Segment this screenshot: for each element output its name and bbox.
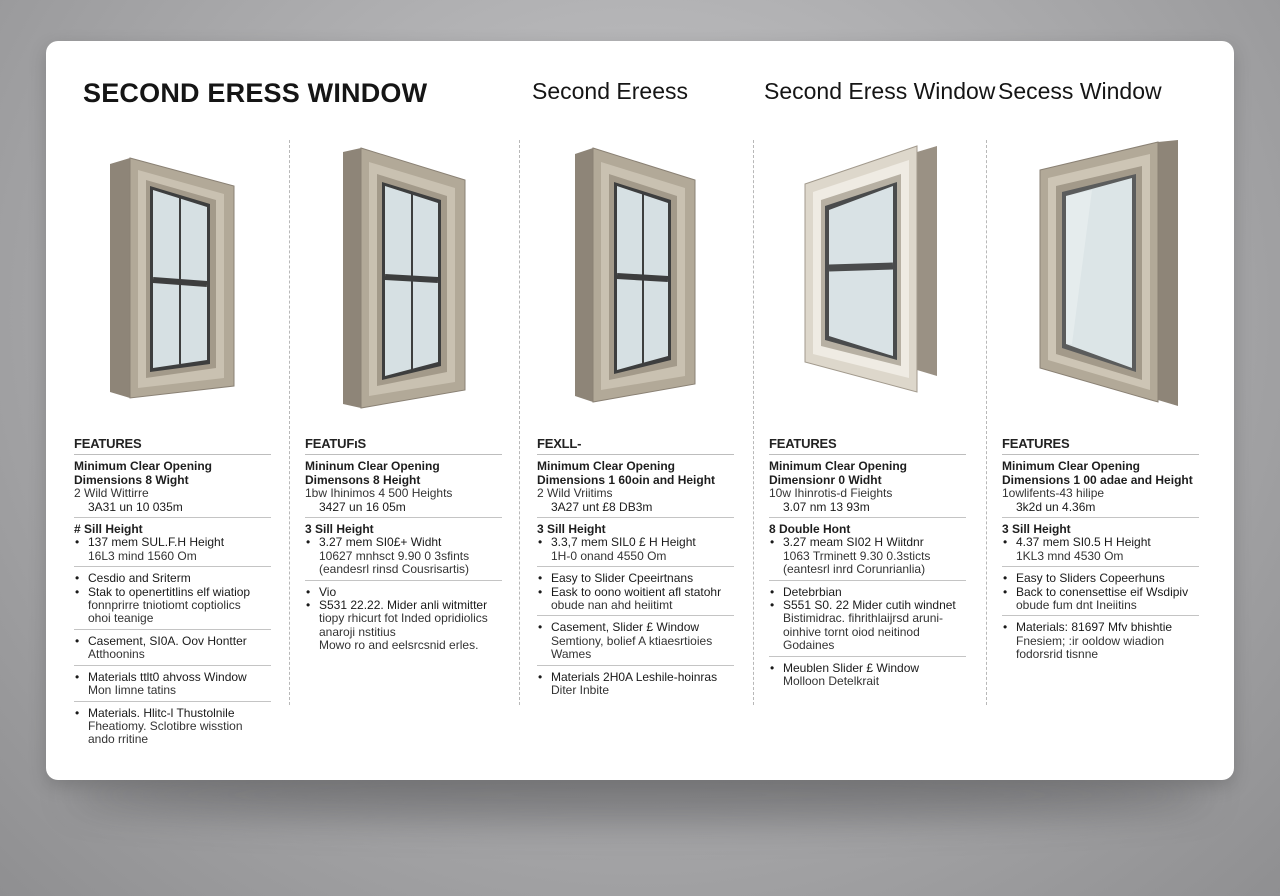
feature-line: Molloon Detelkrait	[783, 674, 880, 689]
feature-line: 16L3 mind 1560 Om	[88, 548, 197, 563]
feature-line: • 137 mem SUL.F.H Height	[74, 536, 271, 549]
feature-line: 2 Wild Wittirre	[74, 486, 149, 501]
feature-line: Fheatiomy. Sclotibre wisstion	[88, 718, 243, 733]
feature-line: Dimensions 8 Wight	[74, 472, 189, 487]
feature-section	[305, 585, 502, 656]
feature-line: • Materials ttlt0 ahvoss Window	[74, 671, 271, 684]
window-column-2	[305, 140, 505, 653]
feature-section	[1002, 459, 1199, 518]
feature-line: • Cesdio and Sriterm	[74, 572, 271, 585]
features-panel	[305, 437, 502, 660]
column-divider	[753, 140, 754, 705]
slider-window-image	[769, 140, 969, 410]
feature-line: • Materials: 81697 Mfv bhishtie	[1002, 621, 1199, 634]
feature-line: 1KL3 mnd 4530 Om	[1016, 548, 1124, 563]
feature-line: • S531 22.22. Mider anli witmitter	[305, 599, 502, 612]
feature-line: fonnprirre tniotiomt coptiolics	[88, 598, 241, 613]
column-title-2: Second Ereess	[532, 78, 688, 104]
feature-section	[537, 620, 734, 665]
feature-line: • Materials. Hlitc-l Thustolnile	[74, 707, 271, 720]
feature-section	[537, 670, 734, 701]
feature-line: • 3.27 meam SI02 H Wiitdnr	[769, 536, 966, 549]
features-heading: FEATURES	[769, 437, 966, 455]
feature-line: Mowo ro and eelsrcsnid erles.	[319, 638, 479, 653]
features-heading: FEATURES	[74, 437, 271, 455]
feature-line: • Vio	[305, 586, 502, 599]
feature-line: 8 Double Hont	[769, 522, 851, 537]
features-panel	[1002, 437, 1199, 669]
feature-line: 3 Sill Height	[537, 522, 606, 537]
feature-line: • Easy to Sliders Copeerhuns	[1002, 572, 1199, 585]
feature-line: Minimum Clear Opening	[74, 459, 213, 474]
feature-line: Dimensions 1 60oin and Height	[537, 472, 716, 487]
feature-line: (eantesrl inrd Corunrianlia)	[783, 562, 926, 577]
feature-line: Mininum Clear Opening	[305, 459, 440, 474]
feature-section	[74, 522, 271, 567]
feature-line: obude fum dnt Ineiitins	[1016, 598, 1137, 613]
feature-line: 3k2d un 4.36m	[1016, 499, 1096, 514]
feature-line: Minimum Clear Opening	[769, 459, 908, 474]
feature-line: 1H-0 onand 4550 Om	[551, 548, 667, 563]
features-heading: FEATURES	[1002, 437, 1199, 455]
window-column-4	[769, 140, 969, 689]
feature-section	[769, 585, 966, 657]
casement-window-image	[1002, 140, 1202, 410]
feature-line: • Detebrbian	[769, 586, 966, 599]
feature-section	[769, 661, 966, 692]
feature-line: • Back to conensettise eif Wsdipiv	[1002, 586, 1199, 599]
feature-line: • 3.27 mem SI0£+ Widht	[305, 536, 502, 549]
feature-line: Mon Iimne tatins	[88, 683, 177, 698]
feature-section	[1002, 571, 1199, 616]
feature-line: 10w Ihinrotis-d Fieights	[769, 486, 893, 501]
feature-line: Semtiony, bolief A ktiaesrtioies	[551, 633, 713, 648]
feature-line: • Materials 2H0A Leshile-hoinras	[537, 671, 734, 684]
feature-line: 1bw Ihinimos 4 500 Heights	[305, 486, 453, 501]
feature-line: tiopy rhicurt fot Inded opridiolics	[319, 611, 488, 626]
feature-line: • 3.3,7 mem SIL0 £ H Height	[537, 536, 734, 549]
feature-line: 3 Sill Height	[1002, 522, 1071, 537]
feature-line: Diter Inbite	[551, 683, 610, 698]
features-heading: FEXLL-	[537, 437, 734, 455]
feature-section	[305, 522, 502, 581]
window-column-1	[74, 140, 274, 747]
column-divider	[519, 140, 520, 705]
feature-line: • Casement, SI0A. Oov Hontter	[74, 635, 271, 648]
feature-line: 3.07 nm 13 93m	[783, 499, 870, 514]
features-panel	[769, 437, 966, 696]
feature-line: Minimum Clear Opening	[1002, 459, 1141, 474]
feature-line: 1063 Trminett 9.30 0.3sticts	[783, 548, 931, 563]
feature-line: 3A27 unt £8 DB3m	[551, 499, 653, 514]
feature-line: ohoi teanige	[88, 611, 154, 626]
features-panel	[537, 437, 734, 705]
column-title-3: Second Eress Window	[764, 78, 996, 104]
feature-line: Dimensions 1 00 adae and Height	[1002, 472, 1193, 487]
feature-line: • S551 S0. 22 Mider cutih windnet	[769, 599, 966, 612]
feature-line: 1owlifents-43 hilipe	[1002, 486, 1105, 501]
window-column-3	[537, 140, 737, 698]
feature-line: Dimensionr 0 Widht	[769, 472, 882, 487]
double-hung-window-image	[305, 140, 505, 410]
feature-line: 3427 un 16 05m	[319, 499, 406, 514]
double-hung-window-image	[74, 140, 274, 410]
feature-section	[305, 459, 502, 518]
column-title-4: Secess Window	[998, 78, 1162, 104]
feature-line: Fnesiem; :ir ooldow wiadion	[1016, 633, 1165, 648]
feature-section	[74, 670, 271, 702]
features-panel	[74, 437, 271, 754]
feature-section	[537, 459, 734, 518]
feature-line: # Sill Height	[74, 522, 143, 537]
feature-line: Minimum Clear Opening	[537, 459, 676, 474]
features-heading: FEATUFıS	[305, 437, 502, 455]
feature-line: anaroji nstitius	[319, 624, 396, 639]
feature-line: obude nan ahd heiitimt	[551, 598, 673, 613]
feature-line: • 4.37 mem SI0.5 H Height	[1002, 536, 1199, 549]
column-divider	[986, 140, 987, 705]
feature-section	[537, 522, 734, 567]
feature-line: • Stak to openertitlins elf wiatiop	[74, 586, 271, 599]
feature-section	[74, 706, 271, 750]
feature-line: Atthoonins	[88, 647, 145, 662]
feature-line: ando rritine	[88, 732, 149, 747]
feature-line: • Meublen Slider £ Window	[769, 662, 966, 675]
feature-line: 3A31 un 10 035m	[88, 499, 183, 514]
feature-line: Wames	[551, 647, 592, 662]
feature-line: oinhive tornt oiod neitinod	[783, 624, 920, 639]
feature-section	[1002, 620, 1199, 664]
feature-section	[74, 459, 271, 518]
feature-line: Dimensons 8 Height	[305, 472, 421, 487]
feature-section	[1002, 522, 1199, 567]
feature-line: Bistimidrac. fihrithlaijrsd aruni-	[783, 611, 944, 626]
main-title: SECOND ERESS WINDOW	[83, 78, 428, 108]
feature-section	[769, 522, 966, 581]
feature-line: • Easy to Slider Cpeeirtnans	[537, 572, 734, 585]
feature-section	[74, 571, 271, 630]
feature-line: fodorsrid tisnne	[1016, 647, 1099, 662]
window-column-5	[1002, 140, 1202, 662]
feature-line: (eandesrl rinsd Cousrisartis)	[319, 562, 470, 577]
feature-line: 10627 mnhsct 9.90 0 3sfints	[319, 548, 470, 563]
feature-line: 3 Sill Height	[305, 522, 374, 537]
feature-line: Godaines	[783, 638, 835, 653]
feature-line: • Casement, Slider £ Window	[537, 621, 734, 634]
feature-section	[769, 459, 966, 518]
double-hung-window-image	[537, 140, 737, 410]
feature-section	[74, 634, 271, 666]
feature-line: • Eask to oono woitient afl statohr	[537, 586, 734, 599]
column-divider	[289, 140, 290, 705]
feature-section	[537, 571, 734, 616]
feature-line: 2 Wild Vriitims	[537, 486, 613, 501]
